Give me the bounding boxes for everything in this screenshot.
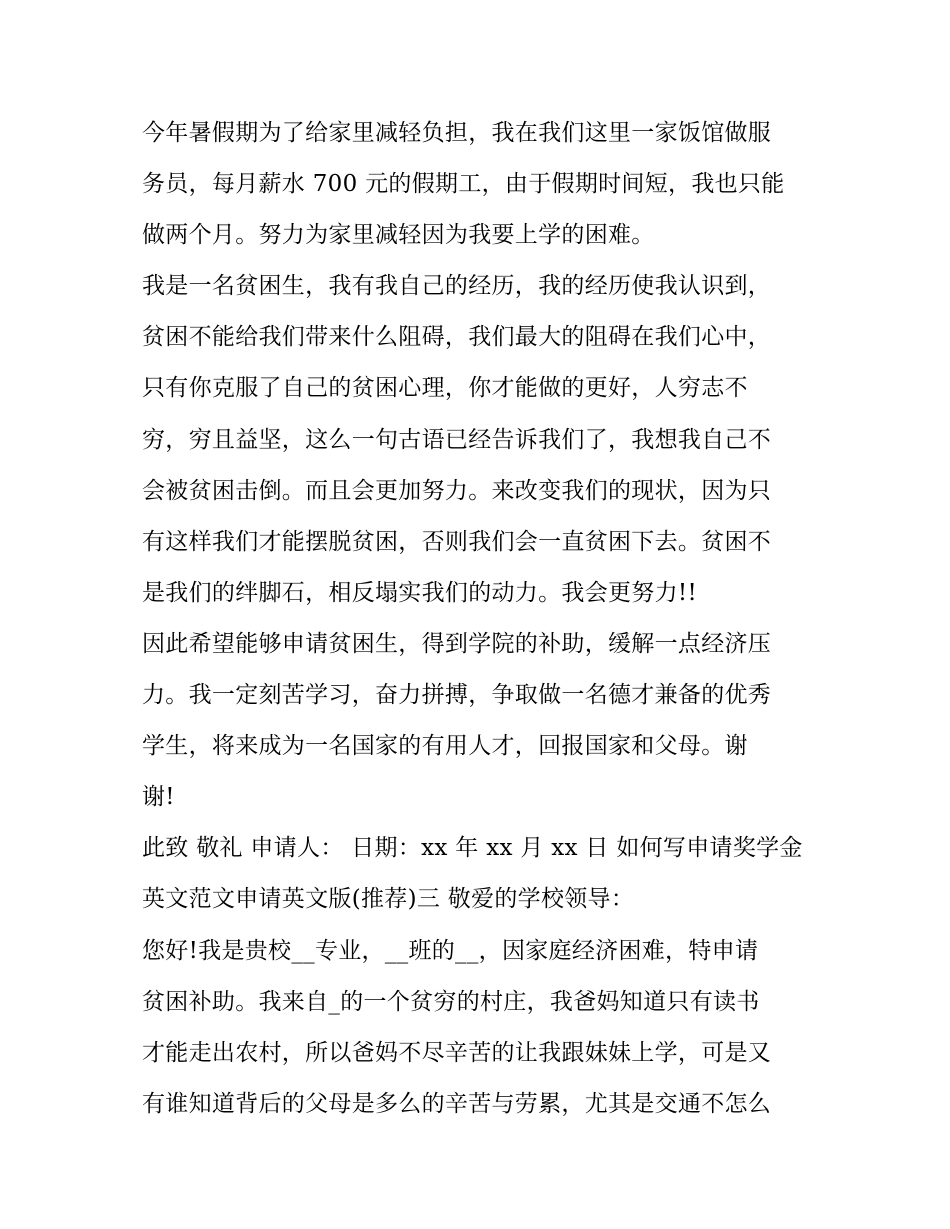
text-line: 学生，将来成为一名国家的有用人才，回报国家和父母。谢 <box>142 733 748 760</box>
text-line: 务员，每月薪水 700 元的假期工，由于假期时间短，我也只能 <box>142 171 785 198</box>
text-line: 有这样我们才能摆脱贫困，否则我们会一直贫困下去。贫困不 <box>142 528 772 555</box>
text-line: 才能走出农村，所以爸妈不尽辛苦的让我跟妹妹上学，可是又 <box>142 1039 772 1066</box>
text-line: 贫困不能给我们带来什么阻碍，我们最大的阻碍在我们心中， <box>142 324 772 351</box>
text-line: 我是一名贫困生，我有我自己的经历，我的经历使我认识到， <box>142 273 772 300</box>
text-line: 谢! <box>142 784 175 811</box>
text-line: 只有你克服了自己的贫困心理，你才能做的更好，人穷志不 <box>142 375 748 402</box>
text-line: 贫困补助。我来自_的一个贫穷的村庄，我爸妈知道只有读书 <box>142 988 760 1015</box>
text-line: 英文范文申请英文版(推荐)三 敬爱的学校领导： <box>142 886 635 913</box>
document-body <box>142 108 822 1130</box>
text-line: 因此希望能够申请贫困生，得到学院的补助，缓解一点经济压 <box>142 630 772 657</box>
text-line: 做两个月。努力为家里减轻因为我要上学的困难。 <box>142 222 655 249</box>
text-line: 力。我一定刻苦学习，奋力拼搏，争取做一名德才兼备的优秀 <box>142 682 772 709</box>
text-line: 此致 敬礼 申请人： 日期：xx 年 xx 月 xx 日 如何写申请奖学金 <box>142 835 803 862</box>
text-line: 有谁知道背后的父母是多么的辛苦与劳累，尤其是交通不怎么 <box>142 1090 772 1117</box>
text-line: 是我们的绊脚石，相反塌实我们的动力。我会更努力!! <box>142 579 697 606</box>
text-line: 会被贫困击倒。而且会更加努力。来改变我们的现状，因为只 <box>142 477 772 504</box>
text-line: 您好!我是贵校__专业，__班的__，因家庭经济困难，特申请 <box>142 937 759 964</box>
text-line: 穷，穷且益坚，这么一句古语已经告诉我们了，我想我自己不 <box>142 426 772 453</box>
text-line: 今年暑假期为了给家里减轻负担，我在我们这里一家饭馆做服 <box>142 120 772 146</box>
